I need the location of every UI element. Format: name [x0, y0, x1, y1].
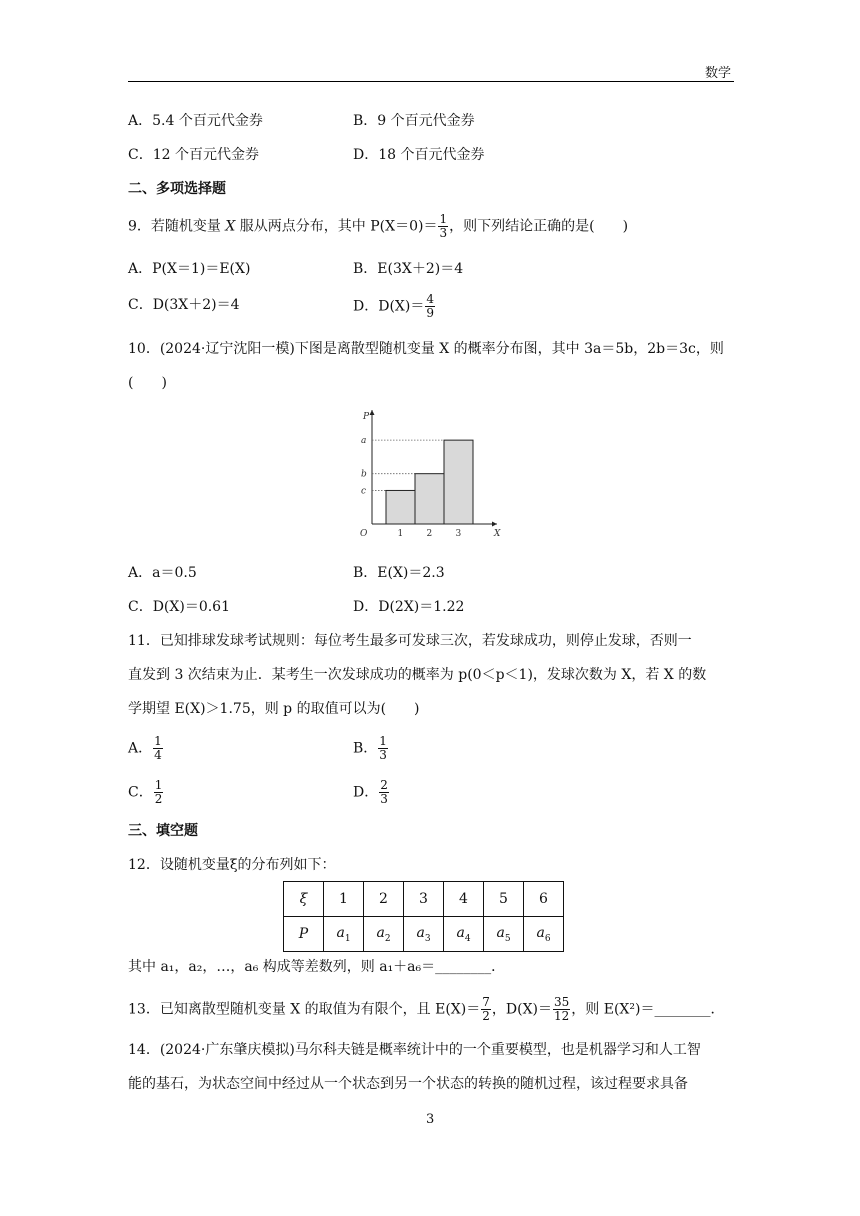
q9-stem-prob: P(X＝0)＝: [370, 218, 438, 235]
table-cell-value: 3: [404, 882, 444, 917]
q8-option-b: B．9 个百元代金券: [353, 113, 475, 129]
q9-fraction: $\frac{1}{3}$: [439, 212, 448, 240]
page-number: 3: [426, 1112, 435, 1127]
header-subject: 数学: [705, 66, 732, 81]
q8-option-c: C．12 个百元代金券: [128, 147, 259, 163]
q9-option-c: C．D(3X＋2)＝4: [128, 297, 240, 313]
q9-stem: [128, 213, 628, 240]
x-axis-label: X: [494, 529, 501, 539]
q14-stem-line1: 14．(2024·广东肇庆模拟)马尔科夫链是概率统计中的一个重要模型，也是机器学习和人工智: [128, 1042, 701, 1058]
x-tick-label: 1: [397, 529, 404, 539]
q12-tail: 其中 a₁，a₂，…，a₆ 构成等差数列，则 a₁＋a₆＝________．: [128, 959, 506, 975]
table-cell-value: 2: [364, 882, 404, 917]
table-cell-value: 5: [484, 882, 524, 917]
table-cell-prob: $a_1$: [324, 917, 364, 952]
q11-stem-line2: 直发到 3 次结束为止．某考生一次发球成功的概率为 p(0＜p＜1)，发球次数为 X，若 X 的数: [128, 667, 707, 683]
bar: [386, 490, 415, 524]
q14-stem-line2: 能的基石，为状态空间中经过从一个状态到另一个状态的转换的随机过程，该过程要求具备: [128, 1076, 688, 1092]
q11-option-d: D． $\frac{2}{3}$: [353, 778, 388, 806]
section-fill-in: 三、填空题: [128, 823, 198, 839]
x-axis-arrow: [492, 522, 497, 527]
q10-stem-line2: ( ): [128, 375, 167, 391]
table-cell-value: 4: [444, 882, 484, 917]
bar-value-label: b: [361, 469, 367, 480]
distribution-table: [283, 881, 564, 952]
bar: [415, 474, 444, 524]
table-row: [284, 917, 564, 952]
table-header-p: P: [284, 917, 324, 952]
bar-value-label: a: [361, 436, 367, 447]
q10-option-b: B．E(X)＝2.3: [353, 565, 445, 581]
table-row: [284, 882, 564, 917]
table-cell-prob: $a_6$: [524, 917, 564, 952]
table-cell-prob: $a_2$: [364, 917, 404, 952]
bar: [444, 440, 473, 524]
table-cell-prob: $a_3$: [404, 917, 444, 952]
q12-stem: 12．设随机变量ξ的分布列如下：: [128, 857, 336, 873]
q9-option-a: A．P(X＝1)＝E(X): [128, 261, 251, 277]
q10-option-d: D．D(2X)＝1.22: [353, 599, 465, 615]
q9-option-d: D．D(X)＝ $\frac{4}{9}$: [353, 292, 434, 320]
q10-stem-line1: 10．(2024·辽宁沈阳一模)下图是离散型随机变量 X 的概率分布图，其中 3a＝5b，2b＝3c，则: [128, 341, 724, 357]
table-cell-value: 1: [324, 882, 364, 917]
x-tick-label: 2: [426, 529, 433, 539]
q9-stem-end: ，则下列结论正确的是( ): [449, 218, 629, 235]
section-multiple-choice: 二、多项选择题: [128, 181, 226, 197]
q11-stem-line3: 学期望 E(X)＞1.75，则 p 的取值可以为( ): [128, 701, 420, 717]
q11-option-b: B． $\frac{1}{3}$: [353, 734, 387, 762]
q9-stem-text-2: 服从两点分布，其中: [239, 218, 366, 235]
x-tick-label: 3: [455, 529, 462, 539]
header-rule: [128, 81, 734, 82]
bar-value-label: c: [361, 486, 367, 497]
q9-stem-text: 9．若随机变量: [128, 218, 221, 235]
q9-stem-variable: X: [225, 218, 236, 235]
q13-stem: 13．已知离散型随机变量 X 的取值为有限个，且 E(X)＝ $\frac{7}{2}$ ，D(X)＝ $\frac{35}{12}$ ，则 E(X²)＝________．: [128, 995, 725, 1023]
q11-option-a: A． $\frac{1}{4}$: [128, 734, 162, 762]
q9-option-b: B．E(3X＋2)＝4: [353, 261, 464, 277]
y-axis-label: P: [363, 412, 370, 422]
origin-label: O: [360, 529, 368, 539]
q8-option-d: D．18 个百元代金券: [353, 147, 485, 163]
table-header-xi: ξ: [284, 882, 324, 917]
probability-distribution-chart: [355, 405, 505, 540]
q11-stem-line1: 11．已知排球发球考试规则：每位考生最多可发球三次，若发球成功，则停止发球，否则一: [128, 633, 692, 649]
q10-option-c: C．D(X)＝0.61: [128, 599, 230, 615]
q10-option-a: A．a＝0.5: [128, 565, 197, 581]
table-cell-prob: $a_5$: [484, 917, 524, 952]
table-cell-value: 6: [524, 882, 564, 917]
table-cell-prob: $a_4$: [444, 917, 484, 952]
y-axis-arrow: [370, 410, 375, 415]
q8-option-a: A．5.4 个百元代金券: [128, 113, 263, 129]
q11-option-c: C． $\frac{1}{2}$: [128, 778, 163, 806]
